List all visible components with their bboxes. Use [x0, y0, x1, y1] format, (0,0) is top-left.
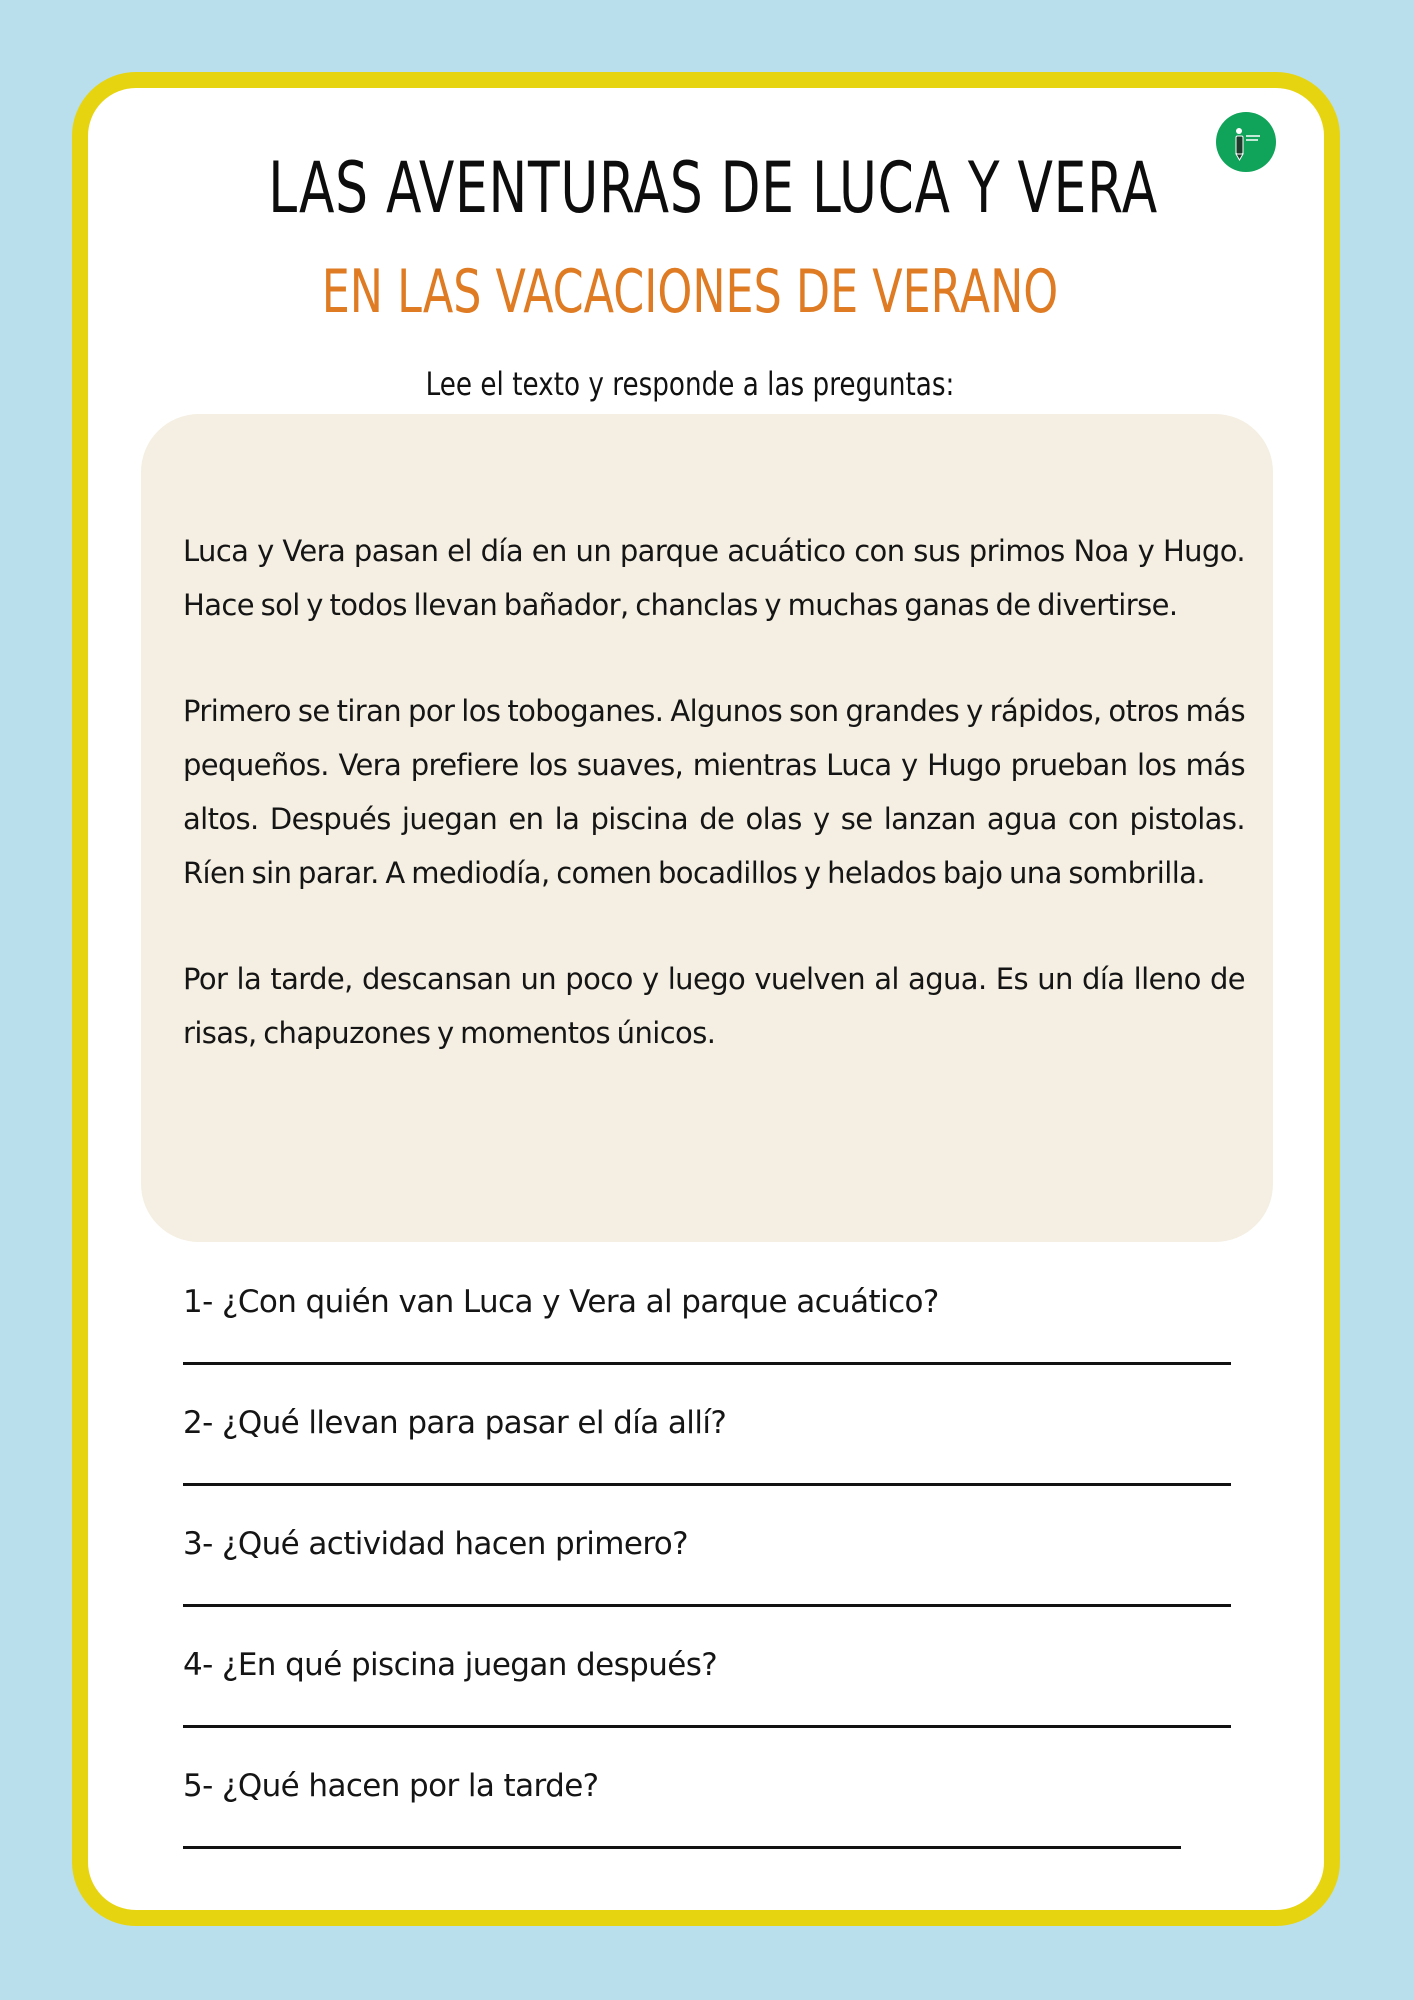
story-paragraph: Primero se tiran por los toboganes. Algunos son grandes y rápidos, otros más pequeños. Vera prefiere los suaves, mientras Luca y Hugo prueban los más altos. Después juegan en la piscina de olas y se lanzan agua con pistolas. Ríen sin parar. A mediodía, comen bocadillos y helados bajo una sombrilla. [183, 694, 1245, 890]
question-item [183, 1756, 1233, 1877]
question-item [183, 1635, 1233, 1756]
answer-line[interactable] [183, 1362, 1231, 1365]
answer-line[interactable] [183, 1483, 1231, 1486]
page-subtitle: EN LAS VACACIONES DE VERANO [321, 257, 1059, 327]
answer-line[interactable] [183, 1725, 1231, 1728]
question-text: 3- ¿Qué actividad hacen primero? [183, 1526, 689, 1562]
logo-badge [1216, 112, 1276, 172]
question-item [183, 1393, 1233, 1514]
instruction-text: Lee el texto y responde a las preguntas: [425, 365, 955, 403]
question-text: 2- ¿Qué llevan para pasar el día allí? [183, 1405, 727, 1441]
story-paragraph: Por la tarde, descansan un poco y luego vuelven al agua. Es un día lleno de risas, chapuzones y momentos únicos. [183, 962, 1245, 1050]
story-text [183, 524, 1245, 1112]
question-text: 5- ¿Qué hacen por la tarde? [183, 1768, 599, 1804]
pencil-badge-icon [1226, 122, 1266, 162]
question-item [183, 1272, 1233, 1393]
question-text: 1- ¿Con quién van Luca y Vera al parque acuático? [183, 1284, 939, 1320]
story-box [141, 414, 1273, 1242]
answer-line[interactable] [183, 1604, 1231, 1607]
story-paragraph: Luca y Vera pasan el día en un parque acuático con sus primos Noa y Hugo. Hace sol y todos llevan bañador, chanclas y muchas ganas de divertirse. [183, 534, 1245, 622]
page-title: LAS AVENTURAS DE LUCA Y VERA [268, 147, 1158, 229]
question-text: 4- ¿En qué piscina juegan después? [183, 1647, 718, 1683]
question-item [183, 1514, 1233, 1635]
answer-line[interactable] [183, 1846, 1181, 1849]
